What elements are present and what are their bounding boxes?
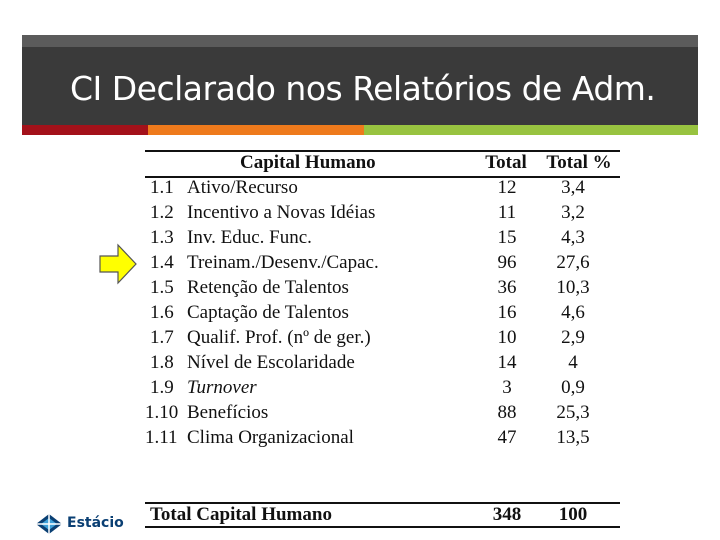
row-number: 1.10	[145, 402, 179, 423]
table-row	[145, 327, 620, 352]
row-number: 1.3	[150, 227, 174, 248]
row-label: Nível de Escolaridade	[187, 352, 355, 373]
table-row	[145, 352, 620, 377]
row-number: 1.2	[150, 202, 174, 223]
row-number: 1.1	[150, 177, 174, 198]
row-number: 1.6	[150, 302, 174, 323]
table-row	[145, 177, 620, 202]
row-total: 36	[497, 277, 517, 298]
arrow-right-icon	[98, 243, 138, 285]
column-header-total: Total	[485, 152, 527, 173]
table-row	[145, 427, 620, 452]
row-number: 1.9	[150, 377, 174, 398]
row-total: 47	[497, 427, 517, 448]
total-label: Total Capital Humano	[150, 504, 332, 525]
row-pct: 3,2	[561, 202, 585, 223]
row-pct: 25,3	[556, 402, 590, 423]
table-row	[145, 252, 620, 277]
row-number: 1.5	[150, 277, 174, 298]
row-total: 16	[497, 302, 517, 323]
row-number: 1.11	[145, 427, 178, 448]
column-header-total-pct: Total %	[546, 152, 612, 173]
table-header-row	[145, 152, 620, 177]
row-pct: 3,4	[561, 177, 585, 198]
total-value: 348	[492, 504, 522, 525]
column-header-capital-humano: Capital Humano	[240, 152, 376, 173]
row-total: 14	[497, 352, 517, 373]
row-label: Benefícios	[187, 402, 269, 423]
row-number: 1.8	[150, 352, 174, 373]
row-label: Incentivo a Novas Idéias	[187, 202, 376, 223]
row-number: 1.4	[150, 252, 174, 273]
row-number: 1.7	[150, 327, 174, 348]
table-row	[145, 302, 620, 327]
accent-stripe-orange	[148, 125, 364, 135]
row-pct: 0,9	[561, 377, 585, 398]
row-pct: 27,6	[556, 252, 590, 273]
estacio-logo	[35, 512, 135, 536]
title-band	[22, 35, 698, 125]
table-row	[145, 277, 620, 302]
row-pct: 10,3	[556, 277, 590, 298]
row-label: Retenção de Talentos	[187, 277, 349, 298]
table-row	[145, 202, 620, 227]
row-total: 88	[497, 402, 517, 423]
table-row	[145, 402, 620, 427]
table-rule-total-bottom	[145, 526, 620, 528]
row-label: Clima Organizacional	[187, 427, 354, 448]
row-pct: 13,5	[556, 427, 590, 448]
row-total: 11	[497, 202, 517, 223]
row-total: 96	[497, 252, 517, 273]
row-total: 12	[497, 177, 517, 198]
row-pct: 4,6	[561, 302, 585, 323]
row-label: Ativo/Recurso	[187, 177, 298, 198]
total-pct: 100	[558, 504, 588, 525]
row-total: 15	[497, 227, 517, 248]
row-label: Treinam./Desenv./Capac.	[187, 252, 379, 273]
row-total: 10	[497, 327, 517, 348]
table-row	[145, 227, 620, 252]
accent-stripe-green	[364, 125, 698, 135]
accent-stripe-red	[22, 125, 148, 135]
row-pct: 4	[568, 352, 578, 373]
row-total: 3	[502, 377, 512, 398]
logo-text: Estácio	[67, 515, 124, 531]
row-label: Inv. Educ. Func.	[187, 227, 312, 248]
row-pct: 2,9	[561, 327, 585, 348]
table-row	[145, 377, 620, 402]
title-band-top	[22, 35, 698, 47]
slide-title: CI Declarado nos Relatórios de Adm.	[70, 69, 656, 108]
row-label: Captação de Talentos	[187, 302, 349, 323]
row-pct: 4,3	[561, 227, 585, 248]
row-label: Turnover	[187, 377, 257, 398]
estacio-logo-icon	[35, 513, 63, 535]
row-label: Qualif. Prof. (nº de ger.)	[187, 327, 371, 348]
